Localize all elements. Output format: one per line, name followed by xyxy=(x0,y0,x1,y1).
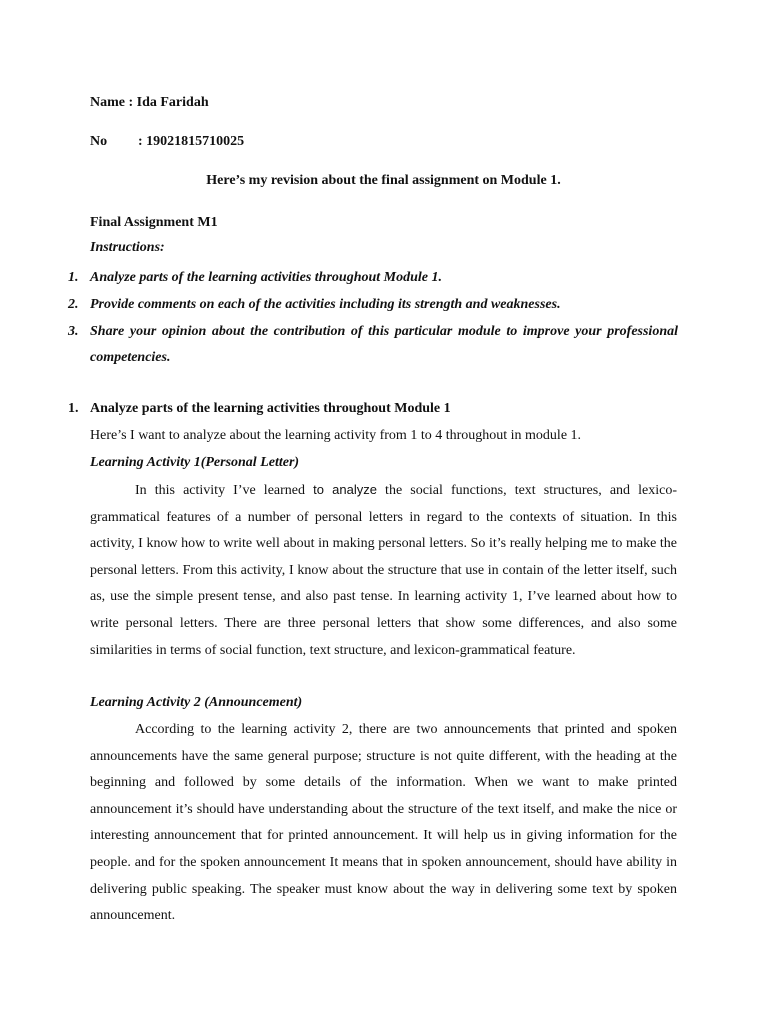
instruction-text: Provide comments on each of the activities including its strength and weaknesses. xyxy=(90,297,561,312)
student-number-label: No xyxy=(90,134,108,149)
revision-note: Here’s my revision about the final assignment on Module 1. xyxy=(206,173,561,188)
activity-1-text-start: In this activity I’ve learned xyxy=(135,483,314,498)
activity-2-text: According to the learning activity 2, there are two announcements that printed and spoken announcements have the same general purpose; structure is not quite different, with the heading at the beginning and followed by some details of the information. When we want to make printed announcement it’s should have understanding about the structure of the text itself, and make the nice or interesting announcement that for printed announcement. It will help us in giving information for the people. and for the spoken announcement It means that in spoken announcement, should have ability in delivering public speaking. The speaker must know about the way in delivering some text by spoken announcement. xyxy=(90,722,677,924)
activity-1-paragraph xyxy=(90,477,677,664)
activity-1-text-emphasis: to analyze xyxy=(313,482,377,497)
instruction-number: 2. xyxy=(68,297,79,312)
activity-1-text-rest: the social functions, text structures, and lexico-grammatical features of a number of personal letters in regard to the contexts of situation. In this activity, I know how to write well about in making personal letters. So it’s really helping me to make the personal letters. From this activity, I know about the structure that use in contain of the letter itself, such as, use the simple present tense, and also past tense. In learning activity 1, I’ve learned about how to write personal letters. There are three personal letters that show some differences, and also some similarities in terms of social function, text structure, and lexicon-grammatical feature. xyxy=(90,483,677,658)
instruction-text: Share your opinion about the contribution of this particular module to improve your professional competencies. xyxy=(90,324,678,365)
student-name-line: Name : Ida Faridah xyxy=(90,95,209,110)
section-intro: Here’s I want to analyze about the learning activity from 1 to 4 throughout in module 1. xyxy=(90,428,582,443)
instruction-item xyxy=(68,265,678,291)
activity-2-title: Learning Activity 2 (Announcement) xyxy=(90,695,303,710)
student-number-value: : 19021815710025 xyxy=(138,134,245,149)
instruction-item xyxy=(68,292,678,318)
activity-1-title: Learning Activity 1(Personal Letter) xyxy=(90,455,300,470)
instruction-number: 3. xyxy=(68,324,79,339)
section-heading: Analyze parts of the learning activities throughout Module 1 xyxy=(90,401,451,416)
instructions-label: Instructions: xyxy=(90,240,165,255)
assignment-title: Final Assignment M1 xyxy=(90,215,218,230)
activity-2-paragraph xyxy=(90,717,677,930)
instruction-item xyxy=(68,319,678,371)
instruction-number: 1. xyxy=(68,270,79,285)
section-heading-number: 1. xyxy=(68,401,79,416)
instruction-text: Analyze parts of the learning activities throughout Module 1. xyxy=(90,270,442,285)
